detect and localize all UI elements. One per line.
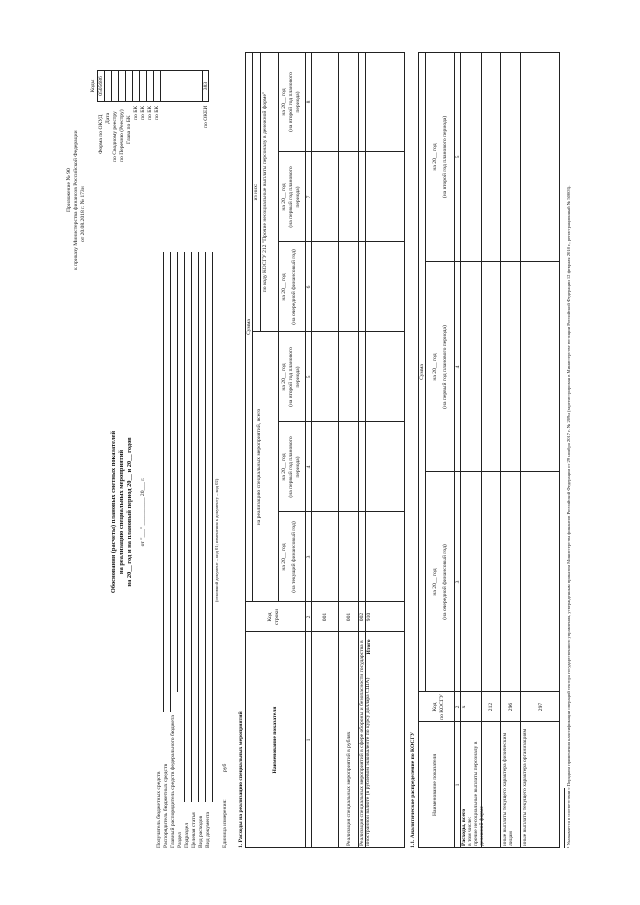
field-recipient: Получатель бюджетных средств	[156, 771, 162, 848]
s1-colnum-8: 8	[305, 100, 312, 104]
s11-row-296: иные выплаты текущего характера физическим лицам	[502, 733, 515, 846]
s1-y3-c: периода)	[295, 366, 301, 388]
code-label-bk1: по БК	[133, 105, 139, 120]
s1-y2-c: периода)	[295, 456, 301, 478]
code-label-registry: по Сводному реестру	[112, 111, 118, 162]
field-subsection: Подраздел	[184, 822, 190, 848]
s11-y3-a: на 20__ год	[432, 143, 438, 171]
s1-y3-a: на 20__ год	[281, 363, 287, 391]
s11-colnum-3: 3	[454, 580, 461, 584]
section1-title: 1. Расходы на реализацию специальных мероприятий	[238, 711, 244, 848]
appendix-number: Приложение № 90	[66, 168, 72, 212]
s1-y1-b: (на текущий финансовый год)	[291, 521, 297, 593]
s1-total-label: Итого	[366, 639, 372, 655]
field-target-item: Целевая статья	[191, 812, 197, 848]
s1-y5-a: на 20__ год	[281, 183, 287, 211]
s1-row1-code: 001	[346, 612, 352, 622]
okei-code: 383	[202, 81, 209, 91]
s1-col-code-1: Код	[267, 612, 273, 622]
codes-header: Коды	[90, 79, 96, 93]
s1-y4-b: (на очередной финансовый год)	[291, 249, 297, 325]
s1-row2-name: Реализация специальных мероприятий в сфере обороны и безопасности государства в иностранной валюте (в рублевом эквиваленте по курсу доллара США)	[359, 640, 372, 846]
s11-colnum-5: 5	[454, 155, 461, 159]
code-label-bk4: по БК	[154, 105, 160, 120]
s11-row-including: в том числе:	[467, 816, 473, 846]
s1-total-code: 910	[366, 612, 372, 622]
footnote: ¹ Указывается в соответствии с Порядком применения классификации операций сектора государственного управления, утвержденным приказом Министерства финансов Российской Федерации от 29 ноября 2017 г. № 209н (зарегистрирован в Министерстве юстиции Российской Федерации 12 февраля 2018 г., регистрационный № 50003).	[566, 185, 571, 848]
rotated-form	[60, 42, 580, 862]
s1-row2-code: 002	[359, 612, 365, 622]
okud-code: 0505686	[97, 76, 104, 96]
s1-colnum-7: 7	[305, 195, 312, 199]
field-document-type: Вид документа	[205, 812, 211, 848]
appendix-order: к приказу Министерства финансов Российской Федерации	[73, 130, 79, 270]
s11-colnum-4: 4	[454, 365, 461, 369]
s1-col-code-2: строки	[274, 608, 280, 626]
s1-colnum-1: 1	[305, 738, 312, 742]
s11-row-212-code: 212	[488, 702, 494, 712]
s1-y1-a: на 20__ год	[281, 543, 287, 571]
section11-title: 1.1. Аналитическое распределение по КОСГУ	[410, 731, 416, 848]
field-expense-type: Вид расходов	[198, 815, 204, 848]
s11-y1-a: на 20__ год	[432, 568, 438, 596]
field-section: Раздел	[177, 832, 183, 848]
s11-col-code-1: Код	[432, 702, 438, 712]
s1-y5-c: периода)	[295, 186, 301, 208]
s1-row1-name: Реализация специальных мероприятий в рублях	[346, 731, 352, 846]
s11-colnum-2: 2	[454, 705, 461, 709]
s1-col-name: Наименование показателя	[272, 706, 278, 774]
s1-colnum-2: 2	[305, 615, 312, 619]
s11-col-name: Наименование показателя	[432, 754, 438, 816]
s11-y2-b: (на первый год планового периода)	[442, 325, 448, 409]
s11-y2-a: на 20__ год	[432, 353, 438, 381]
code-label-bk-glava: Глава по БК	[126, 115, 132, 144]
s1-y4-a: на 20__ год	[281, 273, 287, 301]
s1-y5-b: (на первый год планового	[288, 166, 294, 228]
form-title-line3: на 20__ год и на плановый период 20__ и 20__ годов	[126, 437, 133, 587]
s1-colnum-5: 5	[305, 375, 312, 379]
field-manager: Распорядитель бюджетных средств	[163, 763, 169, 848]
code-label-bk2: по БК	[140, 105, 146, 120]
s11-row-297: иные выплаты текущего характера организациям	[522, 728, 528, 846]
s1-y6-c: периода)	[295, 91, 301, 113]
s11-col-code-2: по КОСГУ	[439, 694, 445, 720]
s1-y3-b: (на второй год планового	[288, 347, 294, 407]
unit-label: Единица измерения:	[222, 799, 228, 848]
s1-col-total: на реализацию специальных мероприятий, всего	[256, 408, 262, 526]
code-label-bk3: по БК	[147, 105, 153, 120]
s11-row-297-code: 297	[538, 702, 544, 712]
document-type-hint: (основной документ – код 01; изменения к документу – код 02)	[214, 478, 219, 602]
s11-col-sum: Сумма	[419, 364, 425, 380]
code-label-date: Дата	[105, 112, 111, 124]
code-label-okud: Форма по ОКУД	[98, 114, 104, 154]
s1-y2-a: на 20__ год	[281, 453, 287, 481]
s1-col-kosgu212: по коду КОСГУ 212 "Прочие несоциальные выплаты персоналу в денежной форме"	[262, 91, 268, 293]
s11-row-total-code: х	[461, 705, 467, 709]
form-date-line: от "___" __________ 20___ г.	[140, 477, 146, 547]
s11-y3-b: (на второй год планового периода)	[442, 115, 448, 199]
s11-row-total: Расходы, всего	[461, 808, 467, 846]
field-chief-manager: Главный распорядитель средств федерального бюджета	[170, 715, 176, 848]
s11-y1-b: (на очередной финансовый год)	[442, 544, 448, 620]
s1-col-incl: из них:	[253, 183, 259, 201]
s1-col-sum: Сумма	[246, 319, 252, 335]
unit-value: руб	[222, 763, 228, 772]
appendix-date: от 20.08.2018 г. № 173н	[80, 186, 86, 242]
section1-table	[245, 52, 405, 848]
form-title-line2: на реализацию специальных мероприятий	[118, 449, 125, 575]
s1-y2-b: (на первый год планового	[288, 436, 294, 498]
s1-colnum-6: 6	[305, 285, 312, 289]
section11-table	[418, 52, 560, 848]
s1-row0-code: 001	[322, 612, 328, 622]
code-label-list: по Перечню (Реестру)	[119, 109, 125, 162]
s11-row-296-code: 296	[508, 702, 514, 712]
form-title-line1: Обоснования (расчеты) плановых сметных показателей	[110, 430, 117, 594]
s1-colnum-3: 3	[305, 555, 312, 559]
s1-y6-a: на 20__ год	[281, 88, 287, 116]
s1-colnum-4: 4	[305, 465, 312, 469]
s11-colnum-1: 1	[454, 783, 461, 787]
s11-row-212: прочие несоциальные выплаты персоналу в денежной форме	[473, 741, 486, 846]
s1-y6-b: (на второй год планового	[288, 72, 294, 132]
code-label-okei: по ОКЕИ	[203, 105, 209, 128]
